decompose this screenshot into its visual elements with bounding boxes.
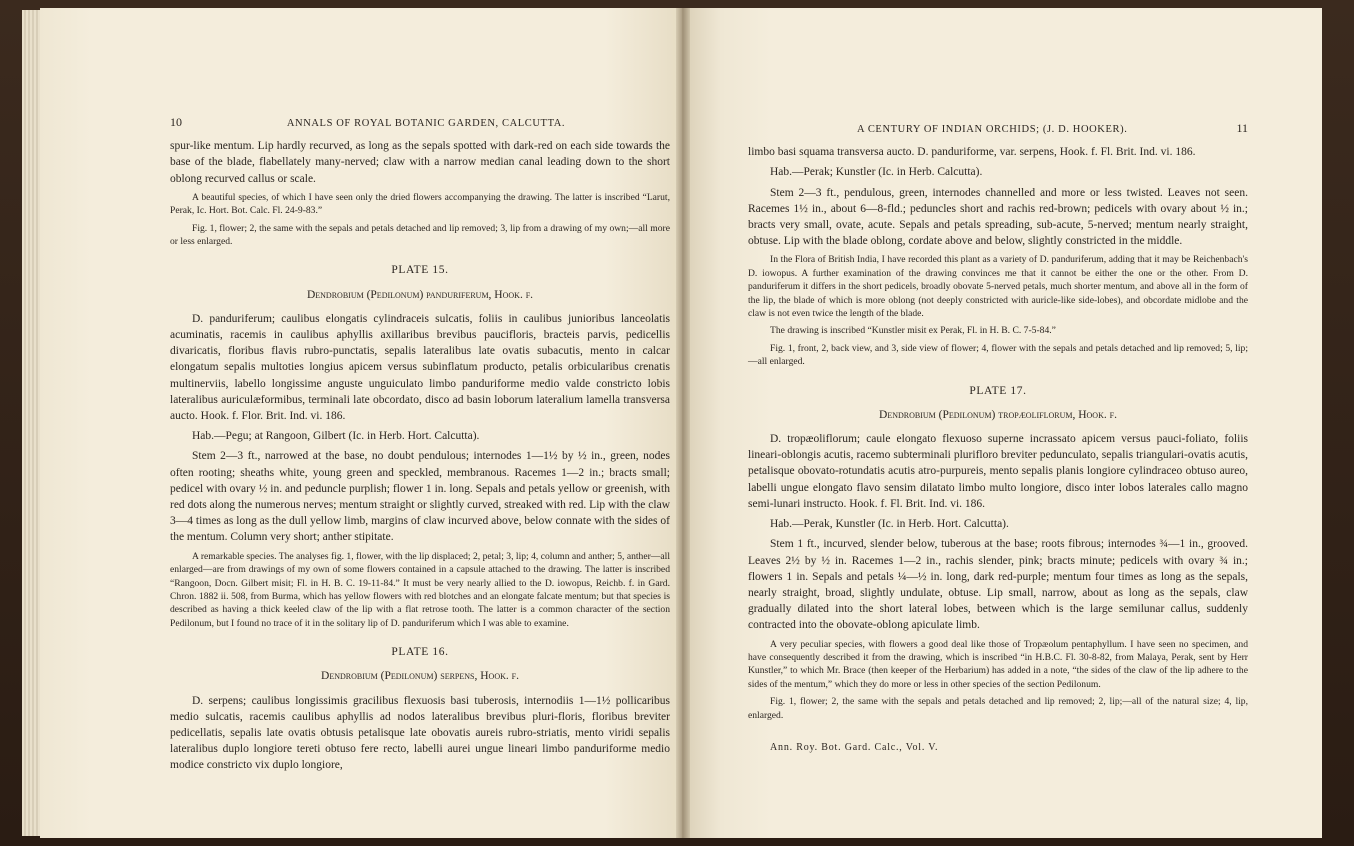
latin-description: D. panduriferum; caulibus elongatis cylindraceis sulcatis, foliis in caulibus junioribus lanceolatis acuminatis, racemis in caulibus aphyllis axillaribus brevibus paucifloris, bracteis parvis, pedicellis divaricatis, floribus flavis rubro-punctatis, sepalis lateralibus late ovatis subacutis, mento in calcar elongatum sepalis multoties longius apicem versus subinflatum producto, petalis orbicularibus crenatis multinerviis, labello longissime anguste unguiculato limbo panduriforme medio valde constricto lobis lateralibus auriculæformibus, terminali late obcordato, disco ad basin loborum lateralium lamella transversa aucto. Hook. f. Flor. Brit. Ind. vi. 186. (170, 312, 670, 423)
right-page (682, 8, 1322, 838)
right-running-head (748, 120, 1248, 138)
left-page (40, 8, 682, 838)
figure-caption: Fig. 1, flower; 2, the same with the sepals and petals detached and lip removed; 2, lip;—all of the natural size; 4, lip, enlarged. (748, 696, 1248, 721)
left-running-head (170, 114, 670, 132)
note: In the Flora of British India, I have recorded this plant as a variety of D. panduriferum, adding that it may be Reichenbach's D. iowopus. A further examination of the drawing convinces me that it cannot be either the one or the other. From D. panduriferum it differs in the short pedicels, broadly obovate 5-nerved petals, much shorter mentum, and above all in the form of the lip, the blade of which is more oblong (not deeply constricted with auricle-like side-lobes), and obcordate midlobe and the claw is not even twice the length of the blade. (748, 254, 1248, 320)
footer-signature: Ann. Roy. Bot. Gard. Calc., Vol. V. (770, 741, 939, 753)
book-gutter (676, 8, 690, 838)
plate-heading: PLATE 16. (391, 646, 449, 659)
note: A remarkable species. The analyses fig. 1, flower, with the lip displaced; 2, petal; 3, lip; 4, column and anther; 5, anther—all enlarged—are from drawings of my own of some flowers contained in a capsule attached to the drawing. The latter is inscribed “Rangoon, Docn. Gilbert misit; Fl. in H. B. C. 19-11-84.” It must be very nearly allied to the D. iowopus, Reichb. f. in Gard. Chron. 1882 ii. 508, from Burma, which has yellow flowers with red blotches and an elongate falcate mentum; but that species is described as having a thick keeled claw of the lip with a flat retrose tooth. The latter is a common character of the section Pedilonum, but I found no trace of it in the solitary lip of D. panduriferum which I was able to examine. (170, 550, 670, 629)
paragraph: A beautiful species, of which I have seen only the dried flowers accompanying the drawing. The latter is inscribed “Larut, Perak, Ic. Hort. Bot. Calc. Fl. 24-9-83.” (170, 191, 670, 217)
species-heading: Dendrobium (Pedilonum) tropæoliflorum, Hook. f. (879, 408, 1117, 421)
left-running-title: ANNALS OF ROYAL BOTANIC GARDEN, CALCUTTA. (286, 118, 566, 129)
plate-heading: PLATE 15. (391, 264, 449, 277)
habitat: Hab.—Pegu; at Rangoon, Gilbert (Ic. in Herb. Hort. Calcutta). (192, 430, 480, 443)
figure-caption: Fig. 1, flower; 2, the same with the sepals and petals detached and lip removed; 3, lip from a drawing of my own;—all more or less enlarged. (170, 222, 670, 248)
habitat: Hab.—Perak, Kunstler (Ic. in Herb. Hort. Calcutta). (770, 518, 1009, 531)
species-heading: Dendrobium (Pedilonum) serpens, Hook. f. (321, 670, 519, 683)
paragraph: spur-like mentum. Lip hardly recurved, as long as the sepals spotted with dark-red on each side towards the base of the blade, flabellately many-nerved; claw with a narrow median canal leading down to the short oblong recurved callus or scale. (170, 140, 670, 185)
plate-heading: PLATE 17. (969, 384, 1027, 397)
description: Stem 2—3 ft., pendulous, green, internodes channelled and more or less twisted. Leaves not seen. Racemes 1½ in., about 6—8-fld.; peduncles short and rachis red-brown; pedicels with ovary about ½ in.; bracts very small, ovate, acute. Sepals and petals spreading, sub-acute, 5-nerved; mentum nearly straight, obtuse. Lip with the blade oblong, cordate above and below, slightly constricted in the middle. (748, 186, 1248, 248)
species-heading: Dendrobium (Pedilonum) panduriferum, Hook. f. (306, 288, 534, 301)
note: A very peculiar species, with flowers a good deal like those of Tropæolum pentaphyllum. I have seen no specimen, and have consequently described it from the drawing, which is inscribed “in H.B.C. Fl. 30-8-82, from Malaya, Perak, sent by Herr Kunstler,” to which Mr. Brace (then keeper of the Herbarium) has added in a note, “the sides of the claw of the lip adhere to the sides of the mentum,” which they do more or less in other species of the section Pedilonum. (748, 638, 1248, 690)
right-page-content (748, 120, 1248, 756)
habitat: Hab.—Perak; Kunstler (Ic. in Herb. Calcutta). (770, 166, 983, 179)
paragraph: limbo basi squama transversa aucto. D. panduriforme, var. serpens, Hook. f. Fl. Brit. Ind. vi. 186. (748, 146, 1196, 159)
left-page-content (170, 114, 670, 778)
latin-description: D. serpens; caulibus longissimis gracilibus flexuosis basi tuberosis, internodiis 1—1½ pollicaribus medio sulcatis, racemis caulibus aphyllis ad nodos lateralibus brevibus pluri-floris, floribus breviter pedicellatis, sepalis late ovatis obtusis petalisque late obovatis aureis rubro-striatis, mento viridi sepalis lateralibus duplo longiore tereti obtuso fere recto, labelli aurei ungue lineari limbo panduriforme medio modice constricto vix duplo longiore, (170, 694, 670, 772)
left-page-number: 10 (170, 115, 182, 129)
description: Stem 2—3 ft., narrowed at the base, no doubt pendulous; internodes 1—1½ by ½ in., green, nodes often rooting; sheaths white, young green and speckled, membranous. Racemes 1—2 in.; bracts small; pedicel with ovary ½ in. and peduncle purplish; flower 1 in. long. Sepals and petals yellow or greenish, with red dots along the numerous nerves; mentum straight or slightly curved, streaked with red. Lip with the claw 3—4 times as long as the dull yellow limb, margins of claw incurved above, below connate with the sides of the mentum. Column very short; anther stipitate. (170, 450, 670, 544)
inscription: The drawing is inscribed “Kunstler misit ex Perak, Fl. in H. B. C. 7-5-84.” (770, 325, 1056, 337)
description: Stem 1 ft., incurved, slender below, tuberous at the base; roots fibrous; internodes ¾—1 in., grooved. Leaves 2½ by ½ in. Racemes 1—2 in., rachis slender, pink; bracts minute; pedicels with ovary ¾ in.; flowers 1 in. Sepals and petals ¼—½ in. long, dark red-purple; mentum four times as long as the sepals, nearly straight, broad, slightly undulate, obtuse. Lip small, narrow, about as long as the sepals, claw gradually dilated into the short lateral lobes, between which is the large semilunar callus, suddenly contracted into the obovate-oblong apiculate limb. (748, 538, 1248, 632)
latin-description: D. tropæoliflorum; caule elongato flexuoso superne incrassato apicem versus pauci-foliato, foliis lineari-oblongis acutis, racemo subterminali plurifloro breviter pedunculato, sepalis triangulari-ovatis acutis, petalisque obovato-rotundatis acutis atro-purpureis, mento sepalis planis longiore cylindraceo obtuso aureo, labelli ungue elongato flavo sensim dilatato limbo multo longiore, disco inter lobos laterales callo magno semi-lunari instructo. Hook. f. Fl. Brit. Ind. vi. 186. (748, 433, 1248, 510)
figure-caption: Fig. 1, front, 2, back view, and 3, side view of flower; 4, flower with the sepals and petals detached and lip removed; 5, lip;—all enlarged. (748, 342, 1248, 368)
right-running-title: A CENTURY OF INDIAN ORCHIDS; (J. D. HOOKER). (857, 124, 1128, 135)
right-page-number: 11 (1236, 121, 1248, 135)
